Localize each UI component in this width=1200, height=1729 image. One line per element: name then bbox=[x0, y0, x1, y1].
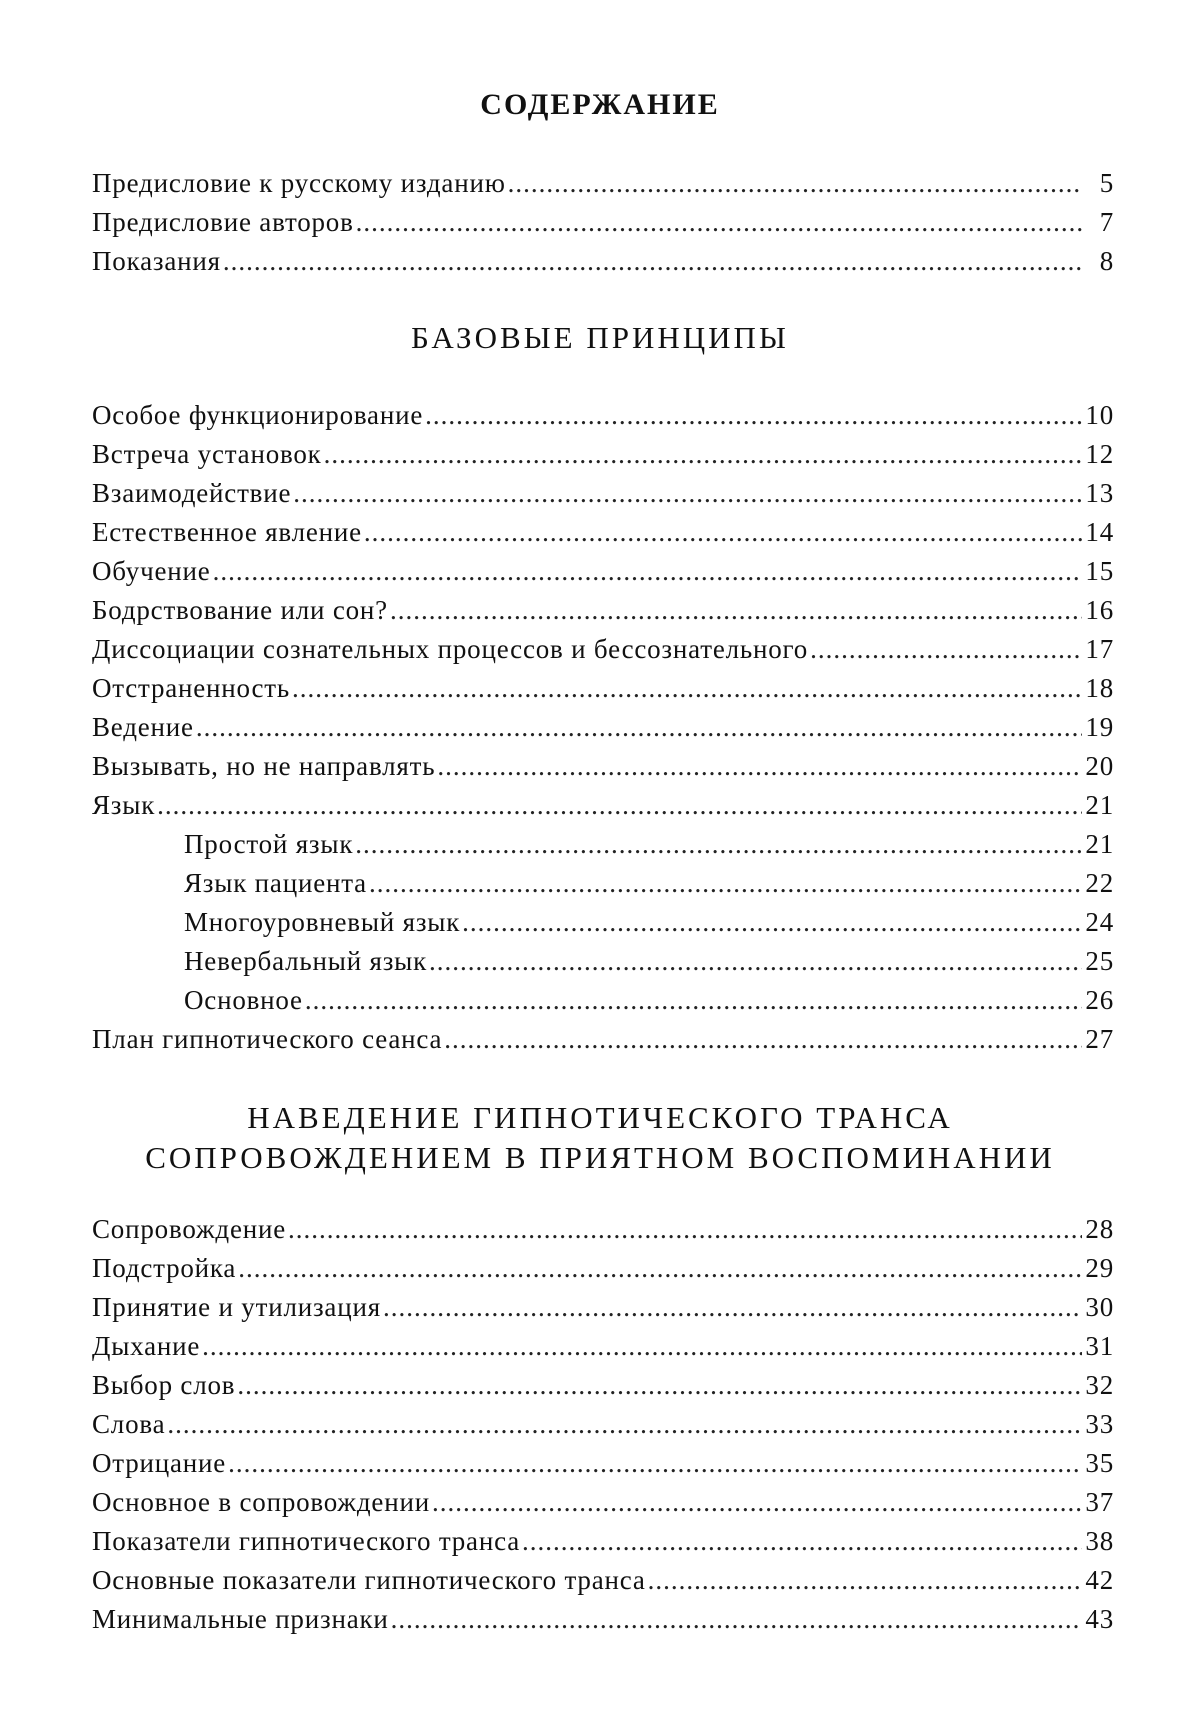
dot-leader bbox=[369, 868, 1082, 899]
toc-entry bbox=[92, 1214, 1114, 1253]
toc-entry bbox=[92, 1487, 1114, 1526]
toc-entry-page: 24 bbox=[1085, 907, 1114, 937]
toc-entry-page: 13 bbox=[1085, 478, 1114, 508]
toc-entry-page: 20 bbox=[1085, 751, 1114, 781]
dot-leader bbox=[356, 207, 1082, 238]
toc-entry-label: Дыхание bbox=[92, 1331, 201, 1361]
toc-entry-page: 18 bbox=[1085, 673, 1114, 703]
toc-entry-label: Подстройка bbox=[92, 1253, 237, 1283]
toc-entry bbox=[92, 246, 1114, 285]
toc-entry-label: Встреча установок bbox=[92, 439, 322, 469]
toc-entry bbox=[92, 400, 1114, 439]
toc-entry bbox=[92, 790, 1114, 829]
dot-leader bbox=[223, 246, 1082, 277]
toc-entry-page: 27 bbox=[1085, 1024, 1114, 1054]
toc-entry-page: 28 bbox=[1085, 1214, 1114, 1244]
dot-leader bbox=[288, 1214, 1082, 1245]
toc-entry-page: 16 bbox=[1085, 595, 1114, 625]
toc-entry-page: 37 bbox=[1085, 1487, 1114, 1517]
toc-entry-label: Принятие и утилизация bbox=[92, 1292, 381, 1322]
dot-leader bbox=[324, 439, 1082, 470]
toc-entry-label: Сопровождение bbox=[92, 1214, 287, 1244]
dot-leader bbox=[157, 790, 1082, 821]
dot-leader bbox=[383, 1292, 1082, 1323]
toc-subentry bbox=[92, 829, 1114, 868]
toc-entry-page: 19 bbox=[1085, 712, 1114, 742]
toc-entry-page: 38 bbox=[1085, 1526, 1114, 1556]
dot-leader bbox=[202, 1331, 1082, 1362]
dot-leader bbox=[648, 1565, 1082, 1596]
toc-section-front bbox=[92, 168, 1114, 285]
toc-entry bbox=[92, 517, 1114, 556]
toc-section-basic-principles bbox=[92, 400, 1114, 1063]
toc-entry-label: Отстраненность bbox=[92, 673, 291, 703]
dot-leader bbox=[390, 595, 1082, 626]
toc-subentry bbox=[92, 868, 1114, 907]
toc-entry-page: 22 bbox=[1085, 868, 1114, 898]
dot-leader bbox=[522, 1526, 1082, 1557]
toc-entry-page: 21 bbox=[1085, 790, 1114, 820]
toc-entry-label: Ведение bbox=[92, 712, 194, 742]
toc-entry bbox=[92, 1526, 1114, 1565]
section-heading-line: СОПРОВОЖДЕНИЕМ В ПРИЯТНОМ ВОСПОМИНАНИИ bbox=[145, 1140, 1055, 1175]
toc-entry-label: Язык bbox=[92, 790, 156, 820]
toc-entry bbox=[92, 207, 1114, 246]
toc-entry-label: Многоуровневый язык bbox=[184, 907, 461, 937]
toc-entry-label: Невербальный язык bbox=[184, 946, 428, 976]
dot-leader bbox=[196, 712, 1082, 743]
toc-entry bbox=[92, 712, 1114, 751]
toc-entry-page: 21 bbox=[1085, 829, 1114, 859]
dot-leader bbox=[437, 751, 1082, 782]
toc-entry-page: 12 bbox=[1085, 439, 1114, 469]
toc-entry-label: Взаимодействие bbox=[92, 478, 292, 508]
toc-entry-page: 5 bbox=[1099, 168, 1114, 198]
toc-entry-page: 15 bbox=[1085, 556, 1114, 586]
dot-leader bbox=[429, 946, 1082, 977]
toc-subentry bbox=[92, 946, 1114, 985]
dot-leader bbox=[305, 985, 1082, 1016]
toc-entry-page: 32 bbox=[1085, 1370, 1114, 1400]
dot-leader bbox=[355, 829, 1082, 860]
toc-entry-page: 10 bbox=[1085, 400, 1114, 430]
toc-entry-label: Вызывать, но не направлять bbox=[92, 751, 436, 781]
toc-entry bbox=[92, 556, 1114, 595]
toc-entry bbox=[92, 168, 1114, 207]
page-title: СОДЕРЖАНИЕ bbox=[480, 88, 720, 121]
dot-leader bbox=[238, 1253, 1082, 1284]
toc-entry-label: Особое функционирование bbox=[92, 400, 424, 430]
toc-entry bbox=[92, 1024, 1114, 1063]
dot-leader bbox=[462, 907, 1082, 938]
section-heading: БАЗОВЫЕ ПРИНЦИПЫ bbox=[411, 320, 789, 355]
toc-entry-label: Показания bbox=[92, 246, 221, 276]
toc-entry bbox=[92, 1604, 1114, 1643]
toc-entry-page: 33 bbox=[1085, 1409, 1114, 1439]
toc-entry-label: Показатели гипнотического транса bbox=[92, 1526, 520, 1556]
toc-entry-page: 14 bbox=[1085, 517, 1114, 547]
toc-entry-page: 7 bbox=[1099, 207, 1114, 237]
toc-entry-label: Предисловие к русскому изданию bbox=[92, 168, 506, 198]
toc-entry-page: 17 bbox=[1085, 634, 1114, 664]
toc-entry bbox=[92, 751, 1114, 790]
toc-entry-label: Основное bbox=[184, 985, 303, 1015]
toc-entry-label: Отрицание bbox=[92, 1448, 227, 1478]
toc-entry-label: Выбор слов bbox=[92, 1370, 236, 1400]
toc-entry bbox=[92, 1331, 1114, 1370]
toc-entry-label: Предисловие авторов bbox=[92, 207, 354, 237]
toc-entry-label: Обучение bbox=[92, 556, 211, 586]
toc-subentry bbox=[92, 985, 1114, 1024]
section-heading bbox=[0, 1098, 1200, 1178]
toc-entry-label: Язык пациента bbox=[184, 868, 367, 898]
dot-leader bbox=[293, 478, 1082, 509]
toc-section-trance-induction bbox=[92, 1214, 1114, 1643]
toc-entry-page: 42 bbox=[1085, 1565, 1114, 1595]
dot-leader bbox=[228, 1448, 1082, 1479]
toc-entry-page: 35 bbox=[1085, 1448, 1114, 1478]
toc-entry-label: Минимальные признаки bbox=[92, 1604, 389, 1634]
toc-entry-label: Простой язык bbox=[184, 829, 354, 859]
dot-leader bbox=[391, 1604, 1082, 1635]
dot-leader bbox=[444, 1024, 1082, 1055]
dot-leader bbox=[810, 634, 1082, 665]
toc-entry-page: 26 bbox=[1085, 985, 1114, 1015]
dot-leader bbox=[425, 400, 1082, 431]
toc-entry bbox=[92, 1448, 1114, 1487]
dot-leader bbox=[364, 517, 1082, 548]
dot-leader bbox=[508, 168, 1082, 199]
toc-entry-label: Диссоциации сознательных процессов и бессознательного bbox=[92, 634, 809, 664]
dot-leader bbox=[213, 556, 1082, 587]
toc-entry-page: 31 bbox=[1085, 1331, 1114, 1361]
toc-entry-label: План гипнотического сеанса bbox=[92, 1024, 443, 1054]
toc-entry-label: Основное в сопровождении bbox=[92, 1487, 430, 1517]
toc-entry-label: Основные показатели гипнотического транса bbox=[92, 1565, 646, 1595]
toc-entry-label: Бодрствование или сон? bbox=[92, 595, 388, 625]
toc-entry bbox=[92, 634, 1114, 673]
toc-entry bbox=[92, 1253, 1114, 1292]
dot-leader bbox=[237, 1370, 1082, 1401]
toc-entry-page: 29 bbox=[1085, 1253, 1114, 1283]
toc-entry-page: 25 bbox=[1085, 946, 1114, 976]
dot-leader bbox=[292, 673, 1082, 704]
toc-subentry bbox=[92, 907, 1114, 946]
toc-entry-label: Слова bbox=[92, 1409, 166, 1439]
toc-entry bbox=[92, 595, 1114, 634]
toc-entry bbox=[92, 673, 1114, 712]
toc-entry bbox=[92, 1409, 1114, 1448]
toc-entry bbox=[92, 1292, 1114, 1331]
toc-entry bbox=[92, 439, 1114, 478]
toc-entry-page: 43 bbox=[1085, 1604, 1114, 1634]
toc-entry-label: Естественное явление bbox=[92, 517, 362, 547]
dot-leader bbox=[167, 1409, 1082, 1440]
dot-leader bbox=[432, 1487, 1082, 1518]
section-heading-line: НАВЕДЕНИЕ ГИПНОТИЧЕСКОГО ТРАНСА bbox=[247, 1100, 953, 1135]
toc-entry bbox=[92, 1565, 1114, 1604]
toc-entry bbox=[92, 478, 1114, 517]
toc-entry-page: 30 bbox=[1085, 1292, 1114, 1322]
toc-entry bbox=[92, 1370, 1114, 1409]
toc-entry-page: 8 bbox=[1099, 246, 1114, 276]
